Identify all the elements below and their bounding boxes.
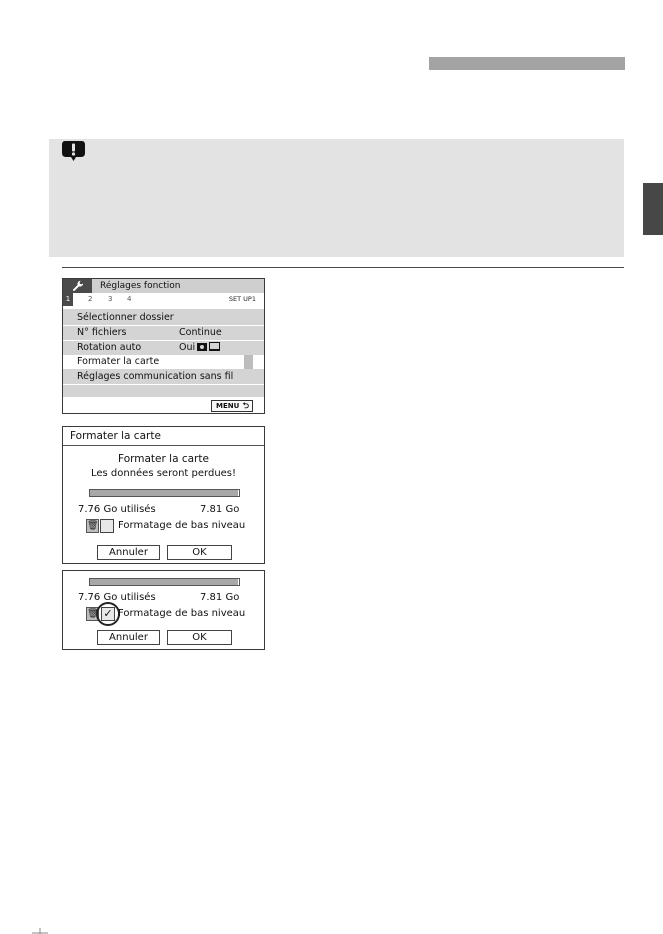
section-divider <box>62 267 624 268</box>
card-usage-bar <box>89 489 240 497</box>
dialog-heading: Formater la carte <box>118 453 209 465</box>
menu-item-label: Formater la carte <box>77 356 160 367</box>
menu-category-tab[interactable] <box>63 279 92 293</box>
ok-button[interactable]: OK <box>167 545 232 560</box>
menu-tab-strip <box>63 293 264 306</box>
card-usage-fill <box>90 490 238 496</box>
caution-box <box>49 139 624 257</box>
crop-mark <box>32 928 48 934</box>
wrench-icon <box>72 280 84 292</box>
low-level-format-checkbox[interactable] <box>100 519 114 533</box>
menu-list <box>63 309 264 397</box>
menu-item-value: Continue <box>179 327 222 338</box>
data-loss-warning: Les données seront perdues! <box>90 468 237 479</box>
menu-item-value-group <box>179 341 220 355</box>
menu-item-file-numbering[interactable] <box>63 326 264 340</box>
total-capacity: 7.81 Go <box>200 592 240 603</box>
menu-item-label: Sélectionner dossier <box>77 312 174 323</box>
used-capacity: 7.76 Go utilisés <box>78 504 156 515</box>
cancel-button[interactable]: Annuler <box>97 545 160 560</box>
setup-page-indicator: SET UP1 <box>228 295 256 303</box>
menu-item-wireless-settings[interactable] <box>63 370 264 384</box>
format-dialog <box>62 426 265 564</box>
total-capacity: 7.81 Go <box>200 504 240 515</box>
low-level-format-label: Formatage de bas niveau <box>118 608 246 619</box>
tab-2[interactable]: 2 <box>88 295 93 303</box>
menu-item-auto-rotate[interactable] <box>63 341 264 355</box>
return-arrow-icon: ⮌ <box>242 401 249 410</box>
card-usage-fill <box>90 579 238 585</box>
trash-icon: 🗑 <box>87 609 99 619</box>
card-usage-bar <box>89 578 240 586</box>
tab-3[interactable]: 3 <box>108 295 113 303</box>
menu-return-button[interactable] <box>211 400 253 412</box>
dialog-title-divider <box>63 445 264 446</box>
ok-button[interactable]: OK <box>167 630 232 645</box>
low-level-format-checkbox[interactable]: ✓ <box>101 607 115 621</box>
menu-item-format-card[interactable] <box>63 355 264 369</box>
chapter-tab <box>643 183 663 235</box>
menu-screen <box>62 278 265 414</box>
menu-item-label: N° fichiers <box>77 327 127 338</box>
laptop-icon <box>209 342 220 351</box>
cancel-button[interactable]: Annuler <box>97 630 160 645</box>
menu-item-label: Réglages communication sans fil <box>77 371 234 382</box>
caution-icon <box>61 140 86 162</box>
camera-icon <box>197 343 207 351</box>
section-heading-bar <box>429 57 625 70</box>
trash-icon: 🗑 <box>87 521 99 531</box>
dialog-title: Formater la carte <box>70 430 161 442</box>
format-dialog-detail <box>62 570 265 650</box>
menu-item-value: Oui <box>179 342 196 353</box>
tab-1[interactable]: 1 <box>63 293 73 306</box>
menu-title: Réglages fonction <box>100 281 181 291</box>
low-level-format-label: Formatage de bas niveau <box>118 520 246 531</box>
menu-button-label: MENU <box>216 402 240 410</box>
menu-title-bar <box>63 279 264 293</box>
tab-4[interactable]: 4 <box>127 295 132 303</box>
used-capacity: 7.76 Go utilisés <box>78 592 156 603</box>
menu-item-select-folder[interactable] <box>63 311 264 325</box>
highlight-circle <box>96 602 120 626</box>
menu-separator <box>63 384 264 385</box>
menu-item-label: Rotation auto <box>77 342 142 353</box>
